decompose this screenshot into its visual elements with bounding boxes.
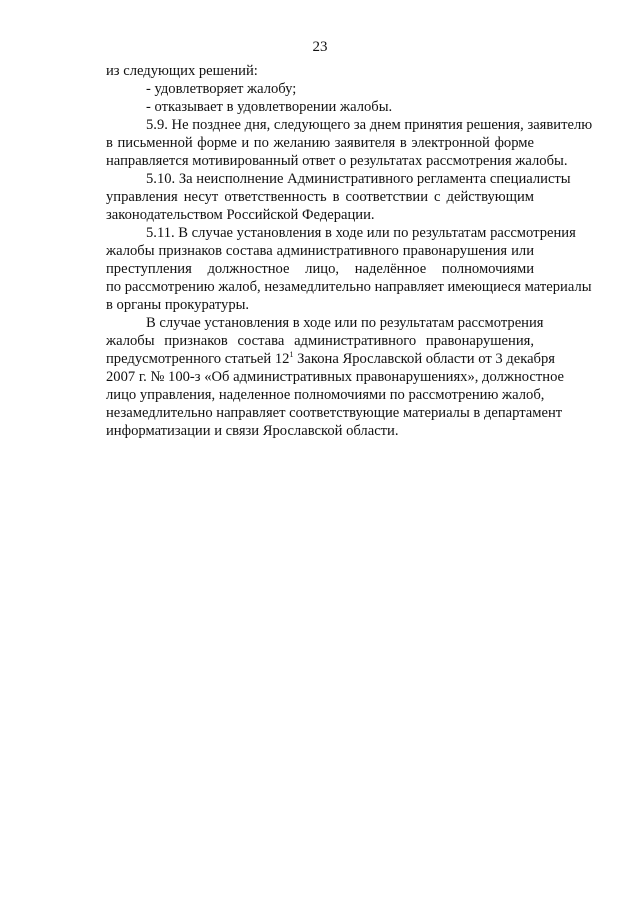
paragraph-5-11-line: жалобы признаков состава административного правонарушения или: [106, 243, 534, 259]
text-line: из следующих решений:: [106, 63, 258, 79]
paragraph-5-11-line: преступления должностное лицо, наделённое полномочиями: [106, 261, 534, 277]
paragraph-5-10-line: управления несут ответственность в соответствии с действующим: [106, 189, 534, 205]
article-reference: предусмотренного статьей 12: [106, 351, 290, 367]
paragraph-5-10-line: 5.10. За неисполнение Административного регламента специалисты: [146, 171, 571, 187]
final-paragraph-line: незамедлительно направляет соответствующие материалы в департамент: [106, 405, 563, 421]
law-reference: Закона Ярославской области от 3 декабря: [293, 351, 555, 367]
paragraph-5-11-line: по рассмотрению жалоб, незамедлительно направляет имеющиеся материалы: [106, 279, 592, 295]
final-paragraph-line: лицо управления, наделенное полномочиями по рассмотрению жалоб,: [106, 387, 545, 403]
final-paragraph-line: 2007 г. № 100-з «Об административных правонарушениях», должностное: [106, 369, 565, 385]
paragraph-5-9-line: 5.9. Не позднее дня, следующего за днем принятия решения, заявителю: [146, 117, 593, 133]
final-paragraph-line: [106, 350, 555, 368]
paragraph-5-11-line: в органы прокуратуры.: [106, 297, 250, 313]
final-paragraph-line: информатизации и связи Ярославской области.: [106, 423, 399, 439]
page-number: 23: [312, 39, 328, 55]
paragraph-5-11-line: 5.11. В случае установления в ходе или по результатам рассмотрения: [146, 225, 576, 241]
final-paragraph-line: жалобы признаков состава административного правонарушения,: [106, 333, 534, 349]
paragraph-5-10-line: законодательством Российской Федерации.: [106, 207, 375, 223]
final-paragraph-line: В случае установления в ходе или по результатам рассмотрения: [146, 315, 544, 331]
list-item: - удовлетворяет жалобу;: [146, 81, 297, 97]
document-body: [106, 62, 593, 440]
paragraph-5-9-line: в письменной форме и по желанию заявителя в электронной форме: [106, 135, 534, 151]
list-item: - отказывает в удовлетворении жалобы.: [146, 99, 393, 115]
paragraph-5-9-line: направляется мотивированный ответ о результатах рассмотрения жалобы.: [106, 153, 568, 169]
article-superscript: 1: [289, 350, 294, 359]
